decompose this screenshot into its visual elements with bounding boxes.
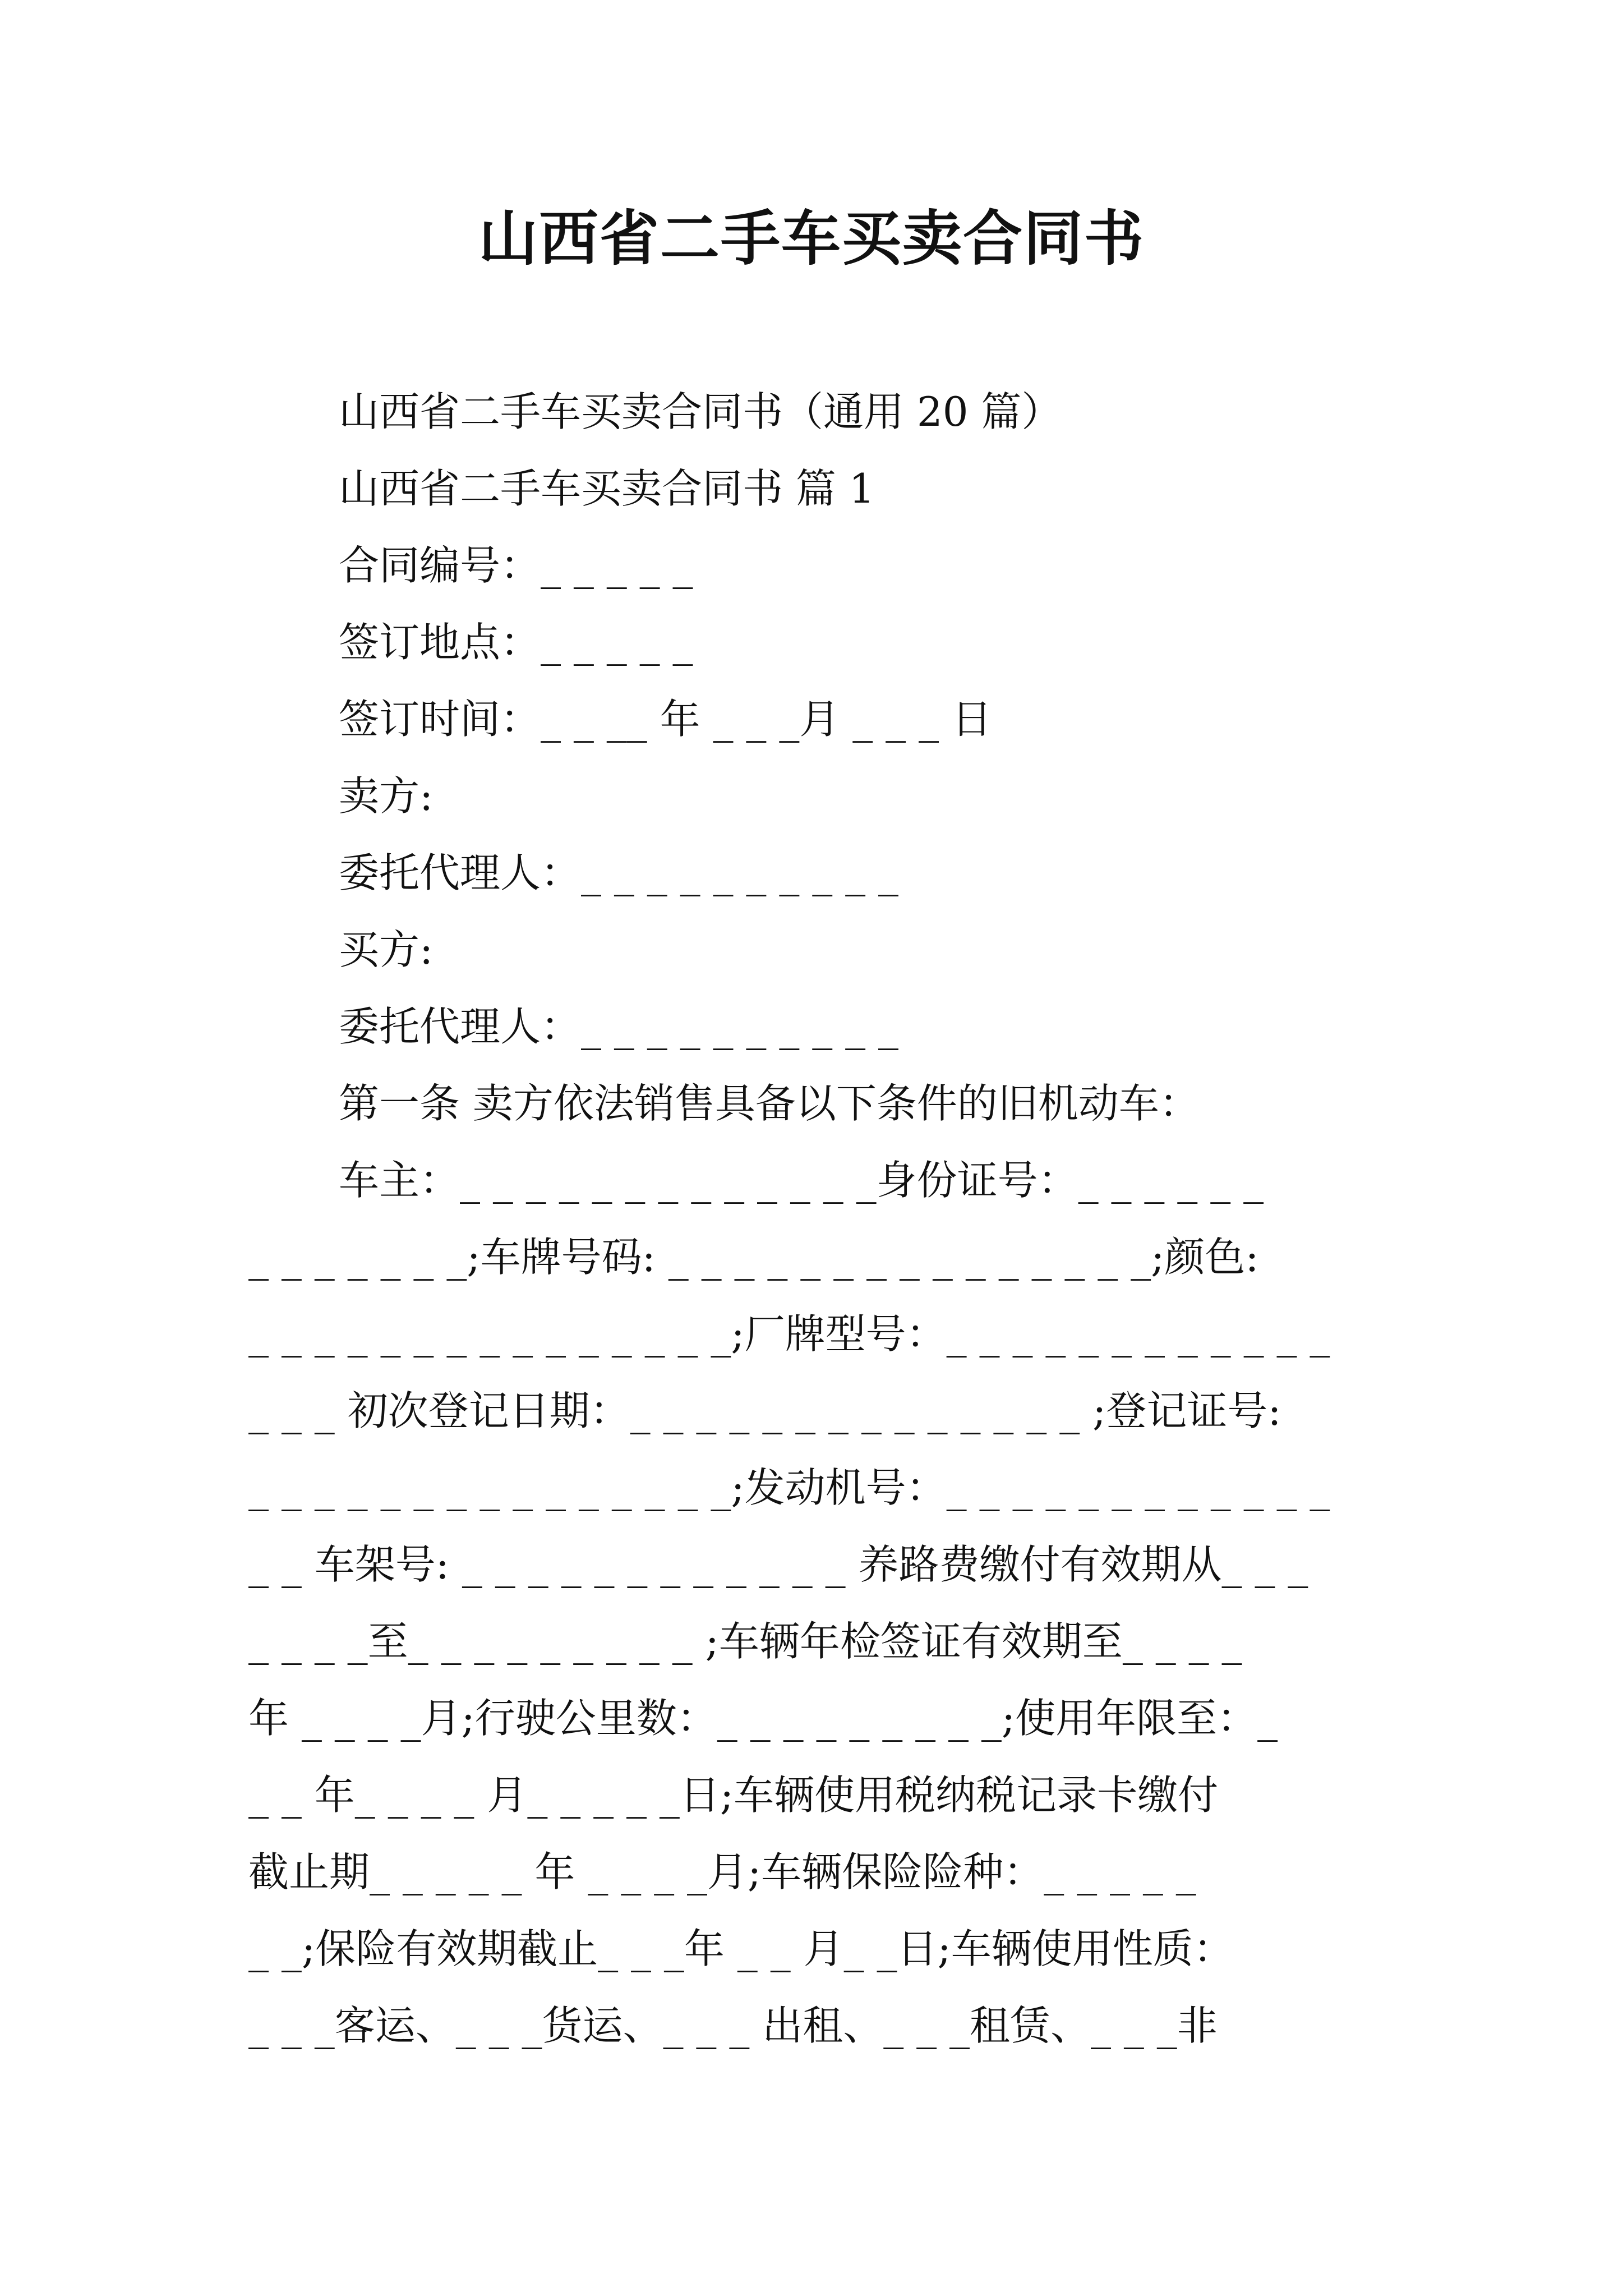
document-line: _ _ _ _ _ _ _;车牌号码: _ _ _ _ _ _ _ _ _ _ _ _ _ _ _;颜色: bbox=[248, 1234, 1259, 1281]
contract-number-field: 合同编号：_ _ _ _ _ bbox=[339, 542, 693, 589]
document-line: _ _ _ _ _ _ _ _ _ _ _ _ _ _ _;发动机号：_ _ _ _ _ _ _ _ _ _ _ _ bbox=[248, 1464, 1330, 1511]
document-line: _ _;保险有效期截止_ _ _年 _ _ 月_ _日;车辆使用性质： bbox=[248, 1925, 1234, 1972]
document-body bbox=[248, 374, 1390, 2064]
seller-field: 卖方: bbox=[339, 772, 434, 820]
document-line: 车主：_ _ _ _ _ _ _ _ _ _ _ _ _身份证号：_ _ _ _ _ _ bbox=[339, 1157, 1264, 1204]
document-line: _ _ 年_ _ _ _ 月_ _ _ _ _日;车辆使用税纳税记录卡缴付 bbox=[248, 1772, 1219, 1819]
document-line: _ _ _客运、_ _ _货运、_ _ _ 出租、_ _ _租赁、_ _ _非 bbox=[248, 2002, 1218, 2049]
document-line: _ _ 车架号: _ _ _ _ _ _ _ _ _ _ _ _ 养路费缴付有效期从_ _ _ bbox=[248, 1541, 1308, 1588]
document-line: _ _ _ 初次登记日期：_ _ _ _ _ _ _ _ _ _ _ _ _ _ ;登记证号: bbox=[248, 1387, 1281, 1434]
document-line: 年 _ _ _ _月;行驶公里数：_ _ _ _ _ _ _ _ _;使用年限至：_ bbox=[248, 1695, 1278, 1742]
document-line: 山西省二手车买卖合同书 篇 1 bbox=[339, 465, 875, 512]
document-line: _ _ _ _至_ _ _ _ _ _ _ _ _ ;车辆年检签证有效期至_ _ _ _ bbox=[248, 1618, 1242, 1665]
buyer-agent-field: 委托代理人：_ _ _ _ _ _ _ _ _ _ bbox=[339, 1003, 898, 1050]
buyer-field: 买方: bbox=[339, 926, 434, 973]
document-line: _ _ _ _ _ _ _ _ _ _ _ _ _ _ _;厂牌型号：_ _ _ _ _ _ _ _ _ _ _ _ bbox=[248, 1310, 1330, 1358]
signing-location-field: 签订地点：_ _ _ _ _ bbox=[339, 619, 693, 666]
document-line: 山西省二手车买卖合同书（通用 20 篇） bbox=[339, 388, 1062, 435]
document-line: 截止期_ _ _ _ _ 年 _ _ _ _月;车辆保险险种：_ _ _ _ _ bbox=[248, 1848, 1196, 1895]
signing-time-field: 签订时间：_ _ __ 年 _ _ _月 _ _ _ 日 bbox=[339, 696, 992, 743]
seller-agent-field: 委托代理人：_ _ _ _ _ _ _ _ _ _ bbox=[339, 849, 898, 896]
article-one-heading: 第一条 卖方依法销售具备以下条件的旧机动车： bbox=[339, 1080, 1200, 1127]
document-title: 山西省二手车买卖合同书 bbox=[478, 203, 1145, 273]
